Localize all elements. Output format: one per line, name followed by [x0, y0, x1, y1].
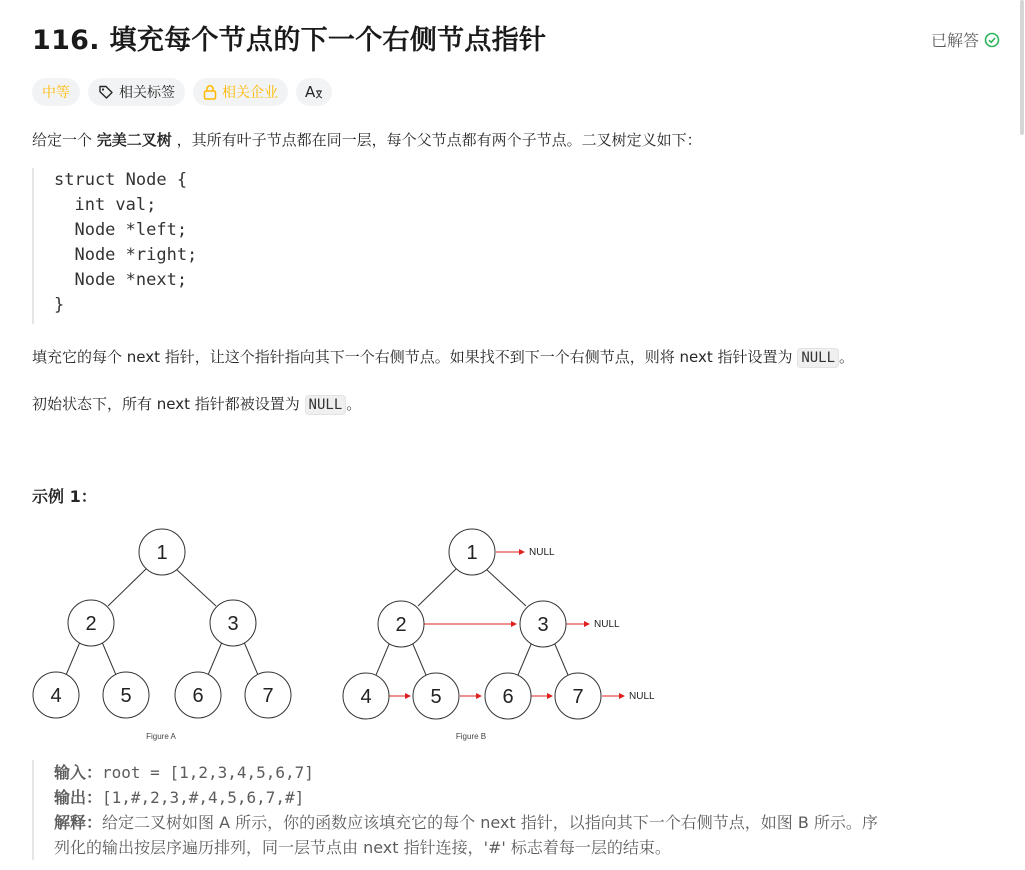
- perfect-binary-tree-bold: 完美二叉树: [96, 131, 172, 149]
- intro-paragraph: 给定一个 完美二叉树 ，其所有叶子节点都在同一层，每个父节点都有两个子节点。二叉树定义如下：: [32, 131, 702, 149]
- problem-title: 116. 填充每个节点的下一个右侧节点指针: [32, 25, 547, 56]
- example-input: 输入：root = [1,2,3,4,5,6,7]: [54, 763, 314, 782]
- example-output: 输出：[1,#,2,3,#,4,5,6,7,#]: [54, 788, 305, 807]
- code-line: Node *next;: [54, 270, 188, 290]
- solved-status: [931, 28, 1000, 51]
- figure-b-node-3: 3: [537, 614, 549, 636]
- example-explanation-cont: 列化的输出按层序遍历排列，同一层节点由 next 指针连接，'#' 标志着每一层的结束。: [54, 838, 671, 857]
- figure-a-node-4: 4: [50, 685, 62, 707]
- figure-a-node-1: 1: [156, 542, 168, 564]
- figure-b-node-2: 2: [395, 614, 407, 636]
- figure-a-node-2: 2: [85, 613, 97, 635]
- code-line: struct Node {: [54, 170, 188, 190]
- translate-icon: A: [305, 83, 316, 101]
- code-line: Node *left;: [54, 220, 188, 240]
- tag-icon: [98, 84, 114, 100]
- struct-code-block: [32, 168, 1000, 324]
- figure-b-node-1: 1: [466, 542, 478, 564]
- null-code: NULL: [305, 395, 347, 415]
- example-figure: [32, 520, 692, 748]
- figure-b-caption: Figure B: [455, 732, 487, 741]
- example-explanation: 解释：给定二叉树如图 A 所示，你的函数应该填充它的每个 next 指针，以指向其下一个右侧节点，如图 B 所示。序: [54, 813, 878, 832]
- figure-a-node-5: 5: [120, 685, 132, 707]
- figure-b-null-level-3: NULL: [629, 691, 655, 702]
- solved-label: 已解答: [930, 31, 979, 50]
- next-pointer-paragraph: 填充它的每个 next 指针，让这个指针指向其下一个右侧节点。如果找不到下一个右侧节点，则将 next 指针设置为 NULL 。: [32, 348, 855, 366]
- figure-a-node-6: 6: [192, 685, 204, 707]
- vertical-scrollbar[interactable]: [1020, 0, 1024, 135]
- difficulty-badge[interactable]: 中等: [32, 78, 80, 106]
- check-circle-icon: [984, 32, 1000, 48]
- figure-b-null-level-2: NULL: [594, 619, 620, 630]
- null-code: NULL: [797, 348, 839, 368]
- translate-icon-mark: [315, 89, 323, 99]
- figure-a-node-3: 3: [227, 613, 239, 635]
- code-line: }: [54, 295, 65, 315]
- companies-tag-button[interactable]: 相关企业: [193, 78, 288, 106]
- figure-b-node-7: 7: [572, 686, 584, 708]
- example-io-block: [32, 760, 1000, 860]
- tag-bar: [32, 78, 332, 106]
- figure-b-node-4: 4: [360, 686, 372, 708]
- example-title: 示例 1：: [32, 487, 97, 506]
- initial-state-paragraph: 初始状态下，所有 next 指针都被设置为 NULL 。: [32, 395, 362, 413]
- lock-icon: [203, 84, 217, 100]
- translate-button[interactable]: [296, 78, 332, 106]
- figure-b-node-5: 5: [430, 686, 442, 708]
- figure-a-node-7: 7: [262, 685, 274, 707]
- figure-a-caption: Figure A: [146, 732, 176, 741]
- code-line: int val;: [54, 195, 157, 215]
- topics-tag-button[interactable]: 相关标签: [88, 78, 185, 106]
- figure-b-node-6: 6: [502, 686, 514, 708]
- figure-b-null-level-1: NULL: [529, 547, 555, 558]
- code-line: Node *right;: [54, 245, 198, 265]
